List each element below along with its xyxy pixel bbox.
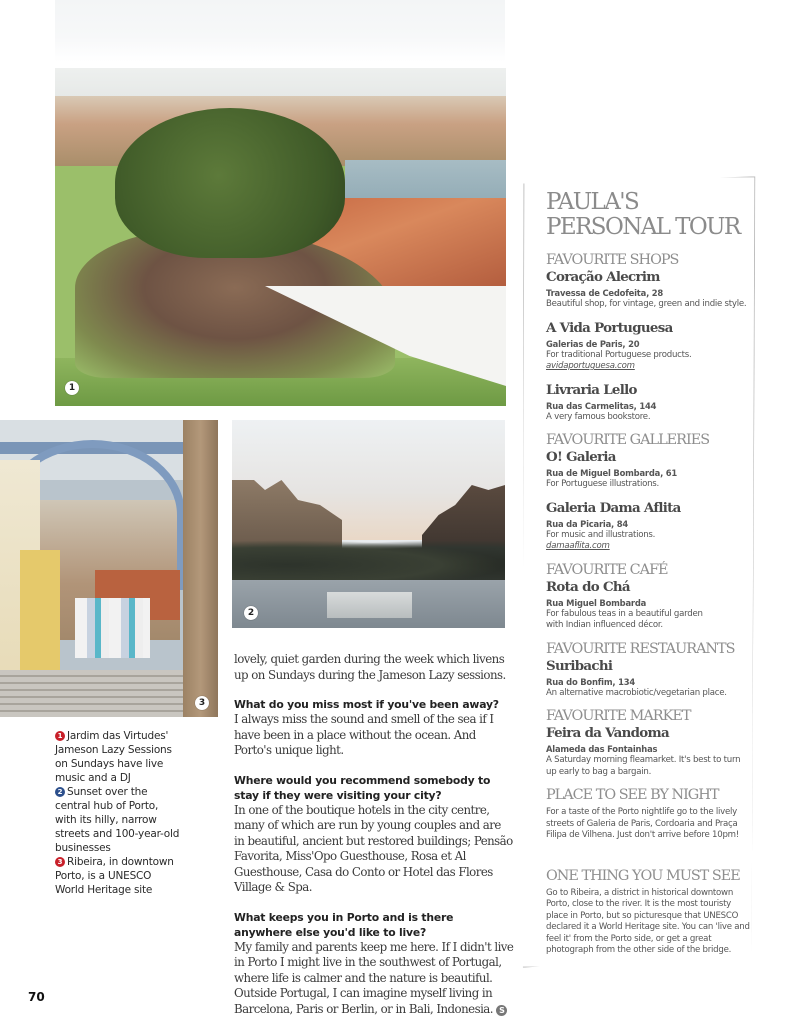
photo-laundry [75,598,150,658]
interview-answer: My family and parents keep me here. If I didn't live in Porto I might live in the southwest of Portugal, where life is calmer and the nature is beautiful. Outside Portugal, I can imagine myself living in Barcelona, Paris or Berlin, or in Bali, Indonesia. [234,939,514,1016]
section-heading: FAVOURITE GALLERIES [546,432,710,448]
place-name: Galeria Dama Aflita [546,499,681,516]
photo-garden-concert [55,68,506,406]
place-address: Galerias de Paris, 20 [546,338,640,349]
personal-tour-content [522,176,754,968]
caption-text: Ribeira, in downtown Porto, is a UNESCO World Heritage site [55,856,174,896]
photo-steps [0,670,183,717]
caption-number-icon: 1 [55,731,65,741]
place-address: Rua da Picaria, 84 [546,518,628,529]
photo-number-badge: 2 [244,606,258,620]
section-heading: ONE THING YOU MUST SEE [546,867,740,884]
place-entry [546,807,751,842]
place-description: For traditional Portuguese products. [546,349,692,360]
section-heading: FAVOURITE MARKET [546,708,691,724]
place-description: Beautiful shop, for vintage, green and indie style. [546,299,747,309]
interview-answer: In one of the boutique hotels in the city centre, many of which are run by young couples and are in beautiful, ancient but restored buildings; Pensão Favorita, Miss'Opo Guesthouse, Rosa et Al Guesthouse, Casa do Conto or Hotel das Flores Village & Spa. [234,802,513,894]
place-entry [546,579,751,632]
place-entry [546,449,751,491]
top-fade [55,0,505,62]
section-place-by-night [546,787,751,842]
place-address: Rua do Bonfim, 134 [546,676,635,687]
place-website-link[interactable]: avidaportuguesa.com [546,361,635,371]
place-name: O! Galeria [546,449,616,465]
caption-text: Jardim das Virtudes' Jameson Lazy Sessions on Sundays have live music and a DJ [55,730,172,784]
place-description: For fabulous teas in a beautiful garden with Indian influenced décor. [546,608,703,630]
article-paragraph: lovely, quiet garden during the week which livens up on Sundays during the Jameson Lazy sessions. [234,652,506,682]
section-favourite-cafe [546,562,751,632]
section-heading: FAVOURITE RESTAURANTS [546,640,735,657]
caption-text: Sunset over the central hub of Porto, with its hilly, narrow streets and 100-year-old businesses [55,786,180,854]
place-address: Travessa de Cedofeita, 28 [546,288,664,298]
place-address: Alameda das Fontainhas [546,744,658,754]
sidebar-title-line: PAULA'S [546,189,639,215]
section-favourite-shops [546,252,751,423]
place-name: A Vida Portuguesa [546,319,673,336]
place-name: Suribachi [546,657,613,674]
place-address: Rua das Carmelitas, 144 [546,400,657,411]
place-entry [546,725,751,778]
photo-reflecting-pool [327,592,412,618]
place-description: For Portuguese illustrations. [546,479,660,489]
page-number: 70 [28,990,45,1004]
interview-question: What do you miss most if you've been away? [234,698,499,711]
photo-ribeira-alley [0,420,218,717]
interview-answer: I always miss the sound and smell of the sea if I have been in a place without the ocean. And Porto's unique light. [234,712,494,757]
caption-item [55,855,180,897]
place-description: An alternative macrobiotic/vegetarian place. [546,687,727,698]
photo-stone-wall [183,420,218,717]
caption-number-icon: 2 [55,787,65,797]
place-entry [546,500,751,553]
place-name: Feira da Vandoma [546,725,669,741]
photo-number-badge: 3 [195,696,209,710]
section-favourite-market [546,708,751,778]
sidebar-title-line: PERSONAL TOUR [546,214,740,240]
place-entry [546,658,751,700]
section-heading: FAVOURITE CAFÉ [546,561,668,578]
place-entry [546,269,751,311]
interview-answer-last [234,940,514,1018]
place-description: Go to Ribeira, a district in historical downtown Porto, close to the river. It is the most touristy place in Porto, but so picturesque that UNESCO declared it a World Heritage site. You can 'live and feel it' from the Porto side, or get a great photograph from the other side of the bridge. [546,887,750,955]
section-favourite-galleries [546,432,751,553]
photo-number-badge: 1 [65,381,79,395]
sidebar-title [546,190,751,240]
interview-question: Where would you recommend somebody to stay if they were visiting your city? [234,773,491,802]
place-description: For music and illustrations. [546,529,656,540]
place-address: Rua de Miguel Bombarda, 61 [546,468,678,478]
place-description: A Saturday morning fleamarket. It's best to turn up early to bag a bargain. [546,755,741,777]
end-mark-icon: S [496,1005,507,1016]
photo-sunset-avenue [232,420,505,628]
place-entry [546,888,751,957]
interview-question: What keeps you in Porto and is there anywhere else you'd like to live? [234,910,454,939]
place-entry [546,382,751,424]
photo-tree [115,108,345,258]
section-favourite-restaurants [546,641,751,700]
place-name: Coração Alecrim [546,269,660,285]
section-heading: PLACE TO SEE BY NIGHT [546,787,719,803]
place-name: Rota do Chá [546,578,630,595]
section-heading: FAVOURITE SHOPS [546,252,679,268]
article-body [234,652,514,1031]
caption-number-icon: 3 [55,857,65,867]
place-website-link[interactable]: damaaflita.com [546,541,610,551]
place-description: For a taste of the Porto nightlife go to the lively streets of Galeria de Paris, Cordoaria and Praça Filipa de Vilhena. Just don't arrive before 10pm! [546,807,739,840]
photo-captions [55,729,180,897]
place-entry [546,320,751,373]
caption-item [55,729,180,785]
place-name: Livraria Lello [546,381,637,398]
place-description: A very famous bookstore. [546,411,651,422]
place-address: Rua Miguel Bombarda [546,597,647,608]
caption-item [55,785,180,855]
section-must-see [546,868,751,957]
